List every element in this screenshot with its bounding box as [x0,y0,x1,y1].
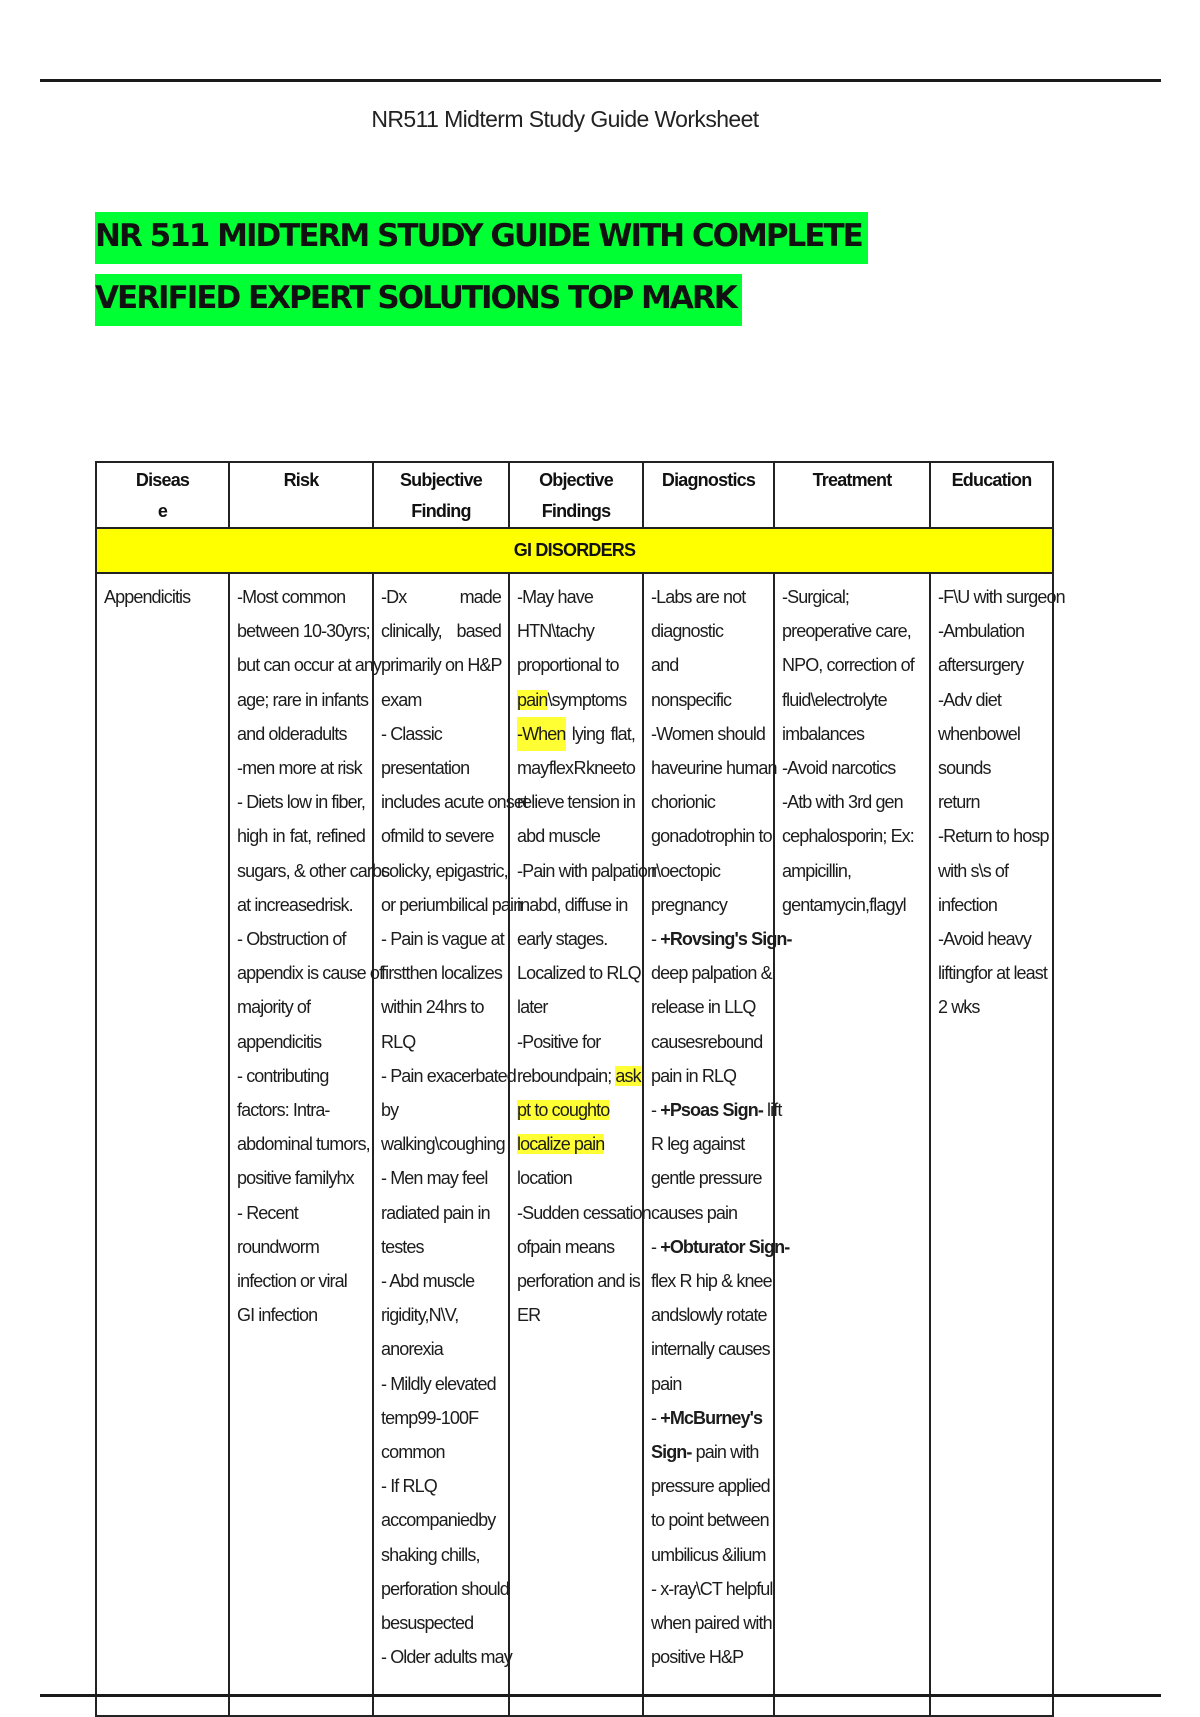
cell-line: positive familyhx [237,1168,354,1189]
cell-line: liftingfor at least [938,963,1047,984]
cell-line: includes acute onset [381,792,528,813]
cell-line: clinically, based [381,621,501,642]
cell-line: testes [381,1236,424,1257]
col-header-diagnostics: Diagnostics [643,462,774,528]
cell-line: andslowly rotate [651,1305,767,1326]
cell-line: reboundpain; ask [517,1065,641,1086]
header-row [96,462,1053,528]
cell-line: to point between [651,1510,769,1531]
cell-line: - Classic [381,723,442,744]
cell-line: - Older adults may [381,1647,512,1668]
cell-line: presentation [381,758,470,779]
cell-line: when paired with [651,1613,772,1634]
cell-objective [509,573,657,1716]
cell-line: gentamycin,flagyl [782,894,906,915]
cell-line: exam [381,689,422,710]
cell-line: but can occur at any [237,655,382,676]
cell-line: factors: Intra- [237,1100,330,1121]
cell-line: GI infection [237,1305,318,1326]
table-row [96,573,1053,1716]
cell-line: pt to coughto [517,1100,610,1121]
cell-line: later [517,997,548,1018]
cell-line: at increasedrisk. [237,894,353,915]
cell-line: - Mildly elevated [381,1373,496,1394]
cell-line: return [938,792,980,813]
cell-line: by [381,1100,399,1121]
cell-line: temp99-100F [381,1407,479,1428]
cell-line: release in LLQ [651,997,756,1018]
cell-line: -Return to hosp [938,826,1049,847]
cell-line: ER [517,1305,541,1326]
cell-line: haveurine human [651,758,777,779]
cell-line: r\oectopic [651,860,721,881]
cell-line: - Recent [237,1202,298,1223]
cell-line: Localized to RLQ [517,963,641,984]
cell-line: localize pain [517,1134,605,1155]
cell-line: -Ambulation [938,621,1025,642]
cell-line: appendicitis [237,1031,322,1052]
cell-line: age; rare in infants [237,689,369,710]
cell-line: and [651,655,679,676]
cell-line: -F\U with surgeon [938,587,1065,607]
cell-line: rigidity,N\V, [381,1305,459,1326]
cell-line: - Diets low in fiber, [237,792,365,813]
cell-line: gonadotrophin to [651,826,772,847]
cell-line: Sign- pain with [651,1442,759,1463]
cell-line: flex R hip & knee [651,1271,772,1292]
section-gi-disorders: GI DISORDERS [96,528,1053,573]
cell-line: whenbowel [938,723,1020,744]
col-header-objective: Objective Findings [509,462,643,528]
cell-line: with s\s of [938,860,1009,881]
cell-line: -Sudden cessation [517,1202,651,1223]
cell-line: chorionic [651,792,715,813]
running-header: NR511 Midterm Study Guide Worksheet [371,106,759,132]
cell-line: cephalosporin; Ex: [782,826,914,847]
cell-line: pregnancy [651,894,727,915]
cell-subjective [373,573,528,1716]
cell-line: -men more at risk [237,758,362,779]
bottom-rule [40,1694,1161,1697]
cell-line: infection or viral [237,1271,347,1292]
cell-line: shaking chills, [381,1544,480,1565]
cell-line: -Labs are not [651,587,746,607]
cell-line: -Avoid narcotics [782,758,896,779]
cell-diagnostics [643,573,792,1716]
cell-line: pressure applied [651,1476,770,1497]
cell-line: positive H&P [651,1647,744,1668]
document-title [95,205,1000,329]
cell-line: or periumbilical pain [381,894,523,915]
cell-line: pain\symptoms [517,689,627,710]
cell-line: - Pain is vague at [381,929,504,950]
cell-line: abdominal tumors, [237,1134,370,1155]
cell-line: fluid\electrolyte [782,689,887,710]
cell-line: -May have [517,587,593,607]
cell-line: NPO, correction of [782,655,914,676]
cell-line: R leg against [651,1134,745,1155]
cell-line: anorexia [381,1339,443,1360]
cell-line: 2 wks [938,997,980,1018]
cell-line: high in fat, refined [237,826,365,847]
cell-line: pain in RLQ [651,1065,737,1086]
cell-line: location [517,1168,572,1189]
cell-line: - +Psoas Sign- lift [651,1100,782,1121]
cell-line: pain [651,1373,682,1394]
cell-line: sugars, & other carbs [237,860,390,881]
cell-line: - contributing [237,1065,329,1086]
cell-line: - If RLQ [381,1476,437,1497]
col-header-subjective: Subjective Finding [373,462,509,528]
cell-line: preoperative care, [782,621,911,642]
section-row [96,528,1053,573]
study-guide-table [95,461,1065,1717]
cell-line: ofpain means [517,1236,615,1257]
cell-line: deep palpation & [651,963,772,984]
col-header-risk: Risk [229,462,373,528]
document-title-text: NR 511 MIDTERM STUDY GUIDE WITH COMPLETE VERIFIED EXPERT SOLUTIONS TOP MARK [95,212,868,326]
cell-line: between 10-30yrs; [237,621,370,642]
cell-line: primarily on H&P [381,655,502,676]
cell-line: -Atb with 3rd gen [782,792,903,813]
cell-line: -Avoid heavy [938,929,1031,950]
cell-line: causes pain [651,1202,738,1223]
cell-line: - Men may feel [381,1168,488,1189]
cell-line: and olderadults [237,723,347,744]
cell-line: -When lying flat, [517,717,635,751]
cell-line: - +McBurney's [651,1407,763,1428]
cell-line: -Women should [651,723,766,744]
cell-line: radiated pain in [381,1202,490,1223]
cell-line: - Pain exacerbated [381,1065,516,1086]
col-header-treatment: Treatment [774,462,930,528]
cell-line: umbilicus &ilium [651,1544,766,1565]
cell-line: nonspecific [651,689,732,710]
cell-line: walking\coughing [381,1134,505,1155]
cell-line: early stages. [517,929,608,950]
col-header-disease: Diseas e [96,462,229,528]
cell-line: -Surgical; [782,587,850,607]
cell-line: ampicillin, [782,860,852,881]
cell-line: -Most common [237,587,346,607]
cell-line: gentle pressure [651,1168,762,1189]
cell-line: - +Obturator Sign- [651,1236,790,1257]
cell-disease [96,573,229,1716]
cell-line: may flex R knee to [517,758,635,779]
cell-line: ofmild to severe [381,826,494,847]
col-header-education: Education [930,462,1053,528]
cell-line: common [381,1442,445,1463]
cell-line: HTN\tachy [517,621,594,642]
cell-line: causesrebound [651,1031,763,1052]
cell-line: inabd, diffuse in [517,894,628,915]
top-rule [40,79,1161,82]
cell-line: colicky, epigastric, [381,860,508,881]
cell-line: -Adv diet [938,689,1001,710]
cell-line: abd muscle [517,826,601,847]
cell-line: - x-ray\CT helpful [651,1578,773,1599]
cell-line: sounds [938,758,991,779]
disease-name: Appendicitis [104,587,191,607]
cell-line: perforation should [381,1578,509,1599]
cell-line: accompaniedby [381,1510,496,1531]
cell-line: internally causes [651,1339,770,1360]
cell-line: appendix is cause of [237,963,384,984]
cell-line: diagnostic [651,621,724,642]
cell-line: roundworm [237,1236,319,1257]
cell-line: perforation and is [517,1271,640,1292]
cell-education [930,573,1065,1716]
cell-line: - Abd muscle [381,1271,475,1292]
cell-line: majority of [237,997,311,1018]
cell-line: firstthen localizes [381,963,502,984]
cell-line: besuspected [381,1613,474,1634]
cell-line: within 24hrs to [381,997,484,1018]
cell-line: RLQ [381,1031,416,1052]
cell-line: aftersurgery [938,655,1024,676]
cell-line: - Obstruction of [237,929,346,950]
cell-line: -Dx made [381,587,501,607]
cell-treatment [774,573,930,1716]
cell-line: - +Rovsing's Sign- [651,929,792,950]
cell-line: -Positive for [517,1031,601,1052]
cell-line: proportional to [517,655,619,676]
cell-line: imbalances [782,723,865,744]
cell-line: infection [938,894,997,915]
cell-line: -Pain with palpation [517,860,657,881]
cell-line: relieve tension in [517,792,635,813]
